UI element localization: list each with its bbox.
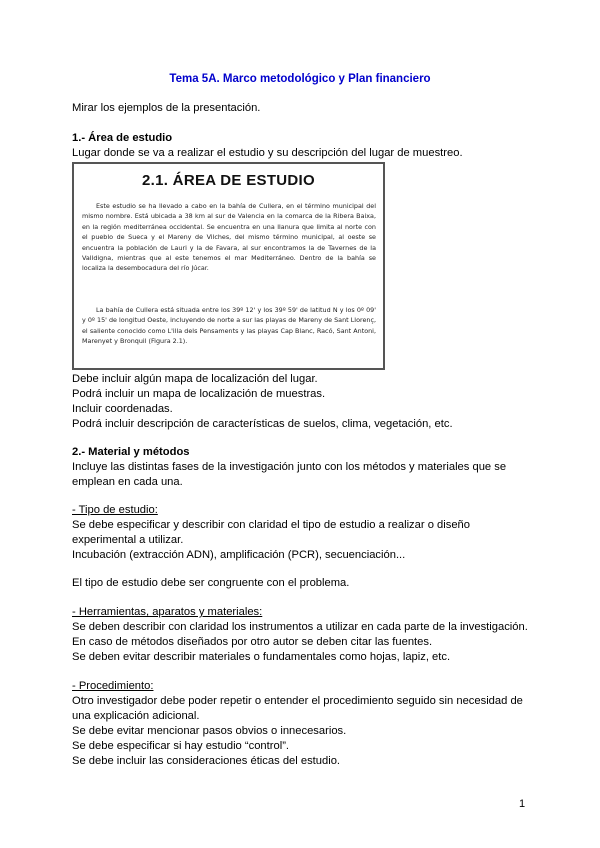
procedimiento-line-1: Otro investigador debe poder repetir o entender el procedimiento seguido sin necesidad de [72, 695, 523, 707]
section1-heading: 1.- Área de estudio [72, 132, 173, 144]
section1-item-1: Debe incluir algún mapa de localización del lugar. [72, 373, 318, 385]
herramientas-line-2: En caso de métodos diseñados por otro autor se deben citar las fuentes. [72, 636, 433, 648]
tipo-line-2: experimental a utilizar. [72, 534, 184, 546]
study-area-figure [72, 162, 385, 370]
herramientas-heading: - Herramientas, aparatos y materiales: [72, 606, 263, 618]
figure-paragraph-2: La bahía de Cullera está situada entre los 39º 12' y los 39º 59' de latitud N y los 0º 09' y 0º 15' de longitud Oeste, incluyendo de norte a sur las playas de Mareny de Sant Llorenç, el saliente conocido como L'illa dels Pensaments y las playas Cap Blanc, Racó, Sant Antoni, Marenyet y Bronquil (Figura 2.1). [82, 306, 376, 346]
herramientas-line-1: Se deben describir con claridad los instrumentos a utilizar en cada parte de la investigación. [72, 621, 528, 633]
procedimiento-heading: - Procedimiento: [72, 680, 154, 692]
tipo-line-1: Se debe especificar y describir con claridad el tipo de estudio a realizar o diseño [72, 519, 471, 531]
section1-item-4: Podrá incluir descripción de características de suelos, clima, vegetación, etc. [72, 418, 453, 430]
document-title: Tema 5A. Marco metodológico y Plan financiero [169, 73, 431, 85]
figure-paragraph-1: Este estudio se ha llevado a cabo en la bahía de Cullera, en el término municipal del mismo nombre. Está ubicada a 38 km al sur de Valencia en la comarca de la Ribera Baixa, en la región mediterránea occidental. Se encuentra en una llanura que limita al norte con el pueblo de Sueca y el Mareny de Vilches, del mismo término municipal, al oeste se encuentra la población de Lauri y la de Favara, al sur encontramos la de Tavernes de la Valldigna, mientras que al este tenemos el mar Mediterráneo. Dentro de la bahía se localiza la desembocadura del río Júcar. [82, 202, 376, 273]
section1-description: Lugar donde se va a realizar el estudio y su descripción del lugar de muestreo. [72, 147, 463, 159]
tipo-line-3: Incubación (extracción ADN), amplificación (PCR), secuenciación... [72, 549, 406, 561]
section1-item-2: Podrá incluir un mapa de localización de muestras. [72, 388, 326, 400]
herramientas-line-3: Se deben evitar describir materiales o fundamentales como hojas, lapiz, etc. [72, 651, 451, 663]
tipo-line-4: El tipo de estudio debe ser congruente con el problema. [72, 577, 350, 589]
section2-description-1: Incluye las distintas fases de la investigación junto con los métodos y materiales que se [72, 461, 507, 473]
procedimiento-line-5: Se debe incluir las consideraciones éticas del estudio. [72, 755, 341, 767]
intro-text: Mirar los ejemplos de la presentación. [72, 102, 261, 114]
section2-description-2: emplean en cada una. [72, 476, 183, 488]
section1-item-3: Incluir coordenadas. [72, 403, 173, 415]
page-number: 1 [519, 798, 526, 810]
procedimiento-line-4: Se debe especificar si hay estudio “control”. [72, 740, 290, 752]
tipo-heading: - Tipo de estudio: [72, 504, 158, 516]
figure-title: 2.1. ÁREA DE ESTUDIO [142, 172, 315, 189]
procedimiento-line-3: Se debe evitar mencionar pasos obvios o innecesarios. [72, 725, 347, 737]
procedimiento-line-2: una explicación adicional. [72, 710, 200, 722]
section2-heading: 2.- Material y métodos [72, 446, 190, 458]
